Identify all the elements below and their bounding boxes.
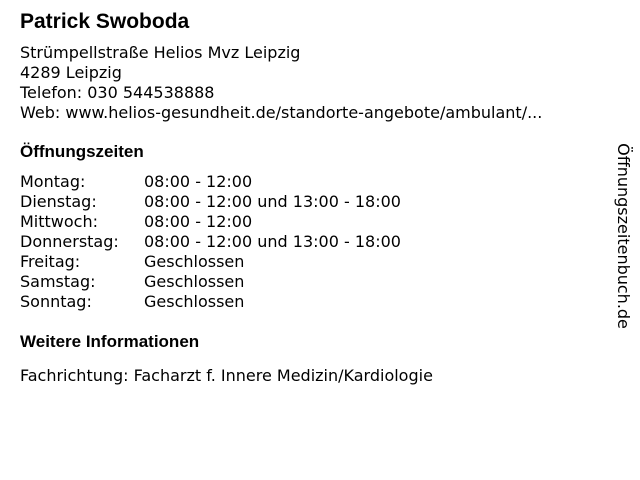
hours-row-tuesday [20,192,610,212]
hours-time: Geschlossen [144,272,245,291]
hours-time: 08:00 - 12:00 [144,212,253,231]
hours-row-sunday [20,292,610,312]
city-line: 4289 Leipzig [20,63,122,82]
hours-day: Samstag: [20,272,96,291]
hours-time: 08:00 - 12:00 und 13:00 - 18:00 [144,192,401,211]
web-link[interactable]: www.helios-gesundheit.de/standorte-angebote/ambulant/... [65,103,543,122]
hours-row-thursday [20,232,610,252]
hours-row-monday [20,172,610,192]
address-block [20,43,610,123]
web-line [20,103,610,123]
hours-time: 08:00 - 12:00 und 13:00 - 18:00 [144,232,401,251]
hours-row-saturday [20,272,610,292]
hours-time: Geschlossen [144,252,245,271]
hours-day: Freitag: [20,252,81,271]
hours-time: Geschlossen [144,292,245,311]
hours-row-wednesday [20,212,610,232]
hours-day: Mittwoch: [20,212,98,231]
brand-watermark: Öffnungszeitenbuch.de [614,143,633,329]
hours-day: Dienstag: [20,192,97,211]
web-label: Web: [20,103,61,122]
specialty-line [20,366,610,386]
specialty-value: Facharzt f. Innere Medizin/Kardiologie [133,366,433,385]
opening-hours-table [20,172,610,312]
phone-number[interactable]: 030 544538888 [87,83,215,102]
opening-hours-heading: Öffnungszeiten [20,142,144,161]
further-info-heading: Weitere Informationen [20,332,200,351]
hours-time: 08:00 - 12:00 [144,172,253,191]
phone-line [20,83,610,103]
phone-label: Telefon: [20,83,83,102]
specialty-label: Fachrichtung: [20,366,129,385]
street-line: Strümpellstraße Helios Mvz Leipzig [20,43,301,62]
hours-day: Donnerstag: [20,232,119,251]
listing-card [20,8,610,386]
hours-day: Sonntag: [20,292,92,311]
listing-title: Patrick Swoboda [20,10,190,33]
hours-day: Montag: [20,172,86,191]
hours-row-friday [20,252,610,272]
